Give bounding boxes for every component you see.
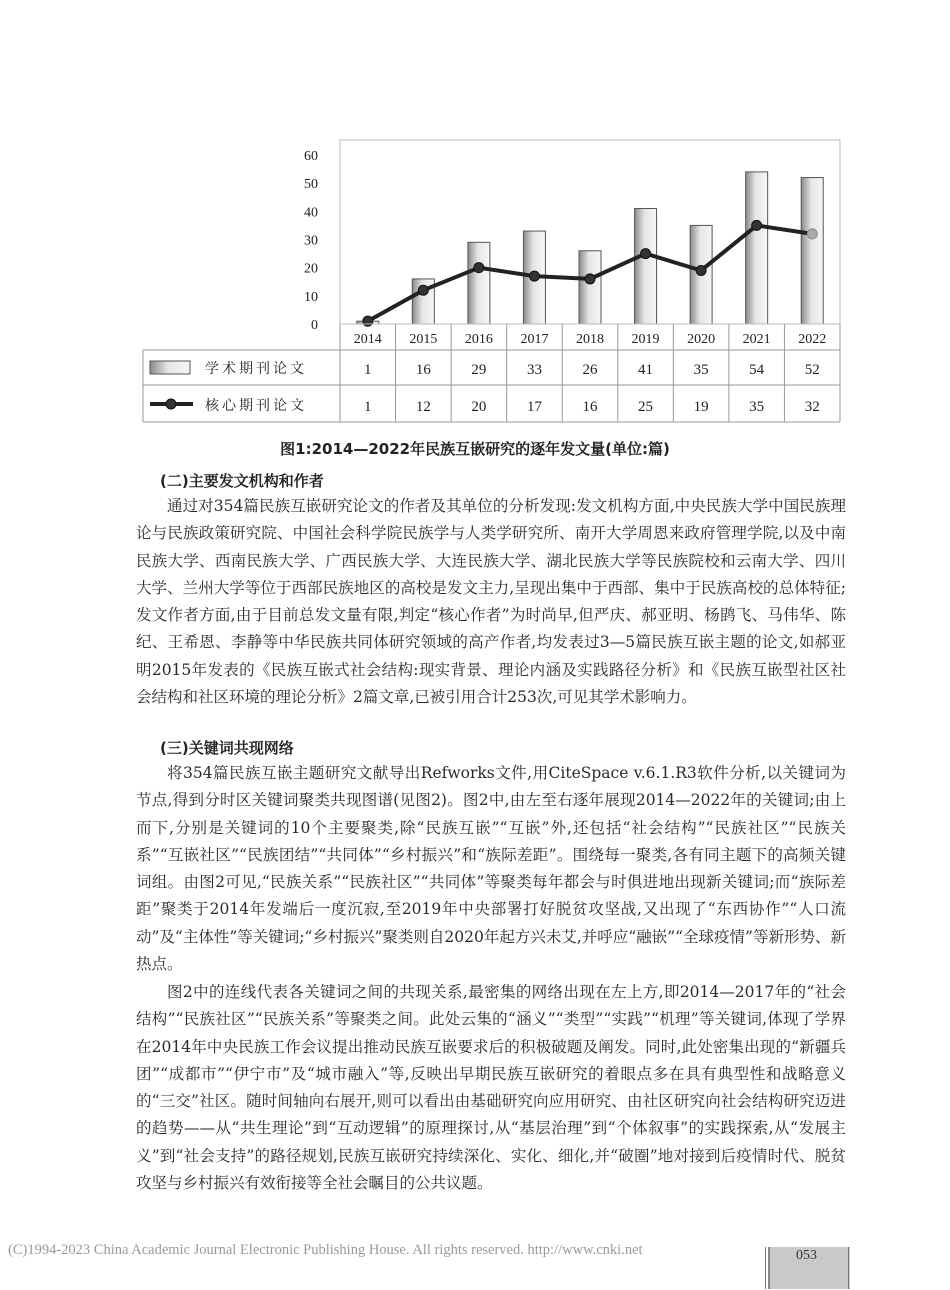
section-heading-keywords: (三)关键词共现网络 <box>160 739 294 757</box>
y-axis-ticks <box>304 149 318 333</box>
y-tick-label: 10 <box>304 289 318 305</box>
data-label: 25 <box>638 399 654 415</box>
divider <box>848 1247 849 1289</box>
data-label: 16 <box>415 362 431 378</box>
data-label: 35 <box>693 362 709 378</box>
bar <box>635 209 657 324</box>
line-point <box>696 265 706 275</box>
x-tick-label: 2021 <box>742 332 771 347</box>
data-label: 33 <box>526 362 542 378</box>
y-tick-label: 50 <box>304 177 318 193</box>
x-tick-label: 2015 <box>409 332 438 347</box>
figure-caption: 图1:2014—2022年民族互嵌研究的逐年发文量(单位:篇) <box>280 440 670 458</box>
section-heading-institutions: (二)主要发文机构和作者 <box>160 472 324 490</box>
data-label: 1 <box>364 362 372 378</box>
divider <box>765 1247 766 1289</box>
data-label: 20 <box>471 399 487 415</box>
data-table <box>143 324 840 422</box>
bar-series <box>357 172 823 324</box>
line-point <box>807 229 817 239</box>
line-point <box>752 220 762 230</box>
line-point <box>585 274 595 284</box>
data-label: 52 <box>804 362 820 378</box>
y-tick-label: 60 <box>304 149 318 164</box>
legend-label: 学术期刊论文 <box>205 361 307 377</box>
y-tick-label: 20 <box>304 261 318 277</box>
data-label: 26 <box>582 362 598 378</box>
data-label: 19 <box>693 399 709 415</box>
legend-label: 核心期刊论文 <box>205 398 307 414</box>
data-label: 29 <box>471 362 487 378</box>
x-tick-label: 2022 <box>798 332 827 347</box>
paragraph-keywords-2: 图2中的连线代表各关键词之间的共现关系,最密集的网络出现在左上方,即2014—2017年的“社会结构”“民族社区”“民族关系”等聚类之间。此处云集的“涵义”“类型”“实践”“机理”等关键词,体现了学界在2014年中央民族工作会议提出推动民族互嵌要求后的积极破题及阐发。同时,此处密集出现的“新疆兵团”“成都市”“伊宁市”及“城市融入”等,反映出早期民族互嵌研究的着眼点多在具有典型性和战略意义的“三交”社区。随时间轴向右展开,则可以看出由基础研究向应用研究、由社区研究向社会结构研究迈进的趋势——从“共生理论”到“互动逻辑”的原理探讨,从“基层治理”到“个体叙事”的实践探索,从“发展主义”到“社会支持”的路径规划,民族互嵌研究持续深化、实化、细化,并“破圈”地对接到后疫情时代、脱贫攻坚与乡村振兴有效衔接等全社会瞩目的公共议题。 <box>136 983 846 1193</box>
bar <box>579 251 601 324</box>
bar <box>801 178 823 324</box>
annual-publications-chart <box>0 0 950 470</box>
line-point <box>363 316 373 326</box>
bar <box>746 172 768 324</box>
x-tick-label: 2018 <box>576 332 604 347</box>
line-point <box>474 263 484 273</box>
data-label: 17 <box>526 399 542 415</box>
y-tick-label: 30 <box>304 233 318 249</box>
data-label: 54 <box>749 362 765 378</box>
data-label: 12 <box>415 399 431 415</box>
x-tick-label: 2017 <box>520 332 549 347</box>
paragraph-institutions: 通过对354篇民族互嵌研究论文的作者及其单位的分析发现:发文机构方面,中央民族大学中国民族理论与民族政策研究院、中国社会科学院民族学与人类学研究所、南开大学周恩来政府管理学院,以及中南民族大学、西南民族大学、广西民族大学、大连民族大学、湖北民族大学等民族院校和云南大学、四川大学、兰州大学等位于西部民族地区的高校是发文主力,呈现出集中于西部、集中于民族高校的总体特征;发文作者方面,由于目前总发文量有限,判定“核心作者”为时尚早,但严庆、郝亚明、杨鹍飞、马伟华、陈纪、王希恩、李静等中华民族共同体研究领域的高产作者,均发表过3—5篇民族互嵌主题的论文,如郝亚明2015年发表的《民族互嵌式社会结构:现实背景、理论内涵及实践路径分析》和《民族互嵌型社区社会结构和社区环境的理论分析》2篇文章,已被引用合计253次,可见其学术影响力。 <box>136 497 846 707</box>
data-label: 1 <box>364 399 372 415</box>
x-tick-label: 2020 <box>687 332 716 347</box>
line-point <box>418 285 428 295</box>
x-tick-label: 2014 <box>353 332 382 347</box>
page-number: 053 <box>796 1248 817 1263</box>
data-label: 41 <box>638 362 654 378</box>
data-label: 16 <box>582 399 598 415</box>
x-tick-label: 2019 <box>631 332 660 347</box>
paragraph-keywords-1: 将354篇民族互嵌主题研究文献导出Refworks文件,用CiteSpace v.6.1.R3软件分析,以关键词为节点,得到分时区关键词聚类共现图谱(见图2)。图2中,由左至右逐年展现2014—2022年的关键词;由上而下,分别是关键词的10个主要聚类,除“民族互嵌”“互嵌”外,还包括“社会结构”“民族社区”“民族关系”“互嵌社区”“民族团结”“共同体”“乡村振兴”和“族际差距”。围绕每一聚类,各有同主题下的高频关键词组。由图2可见,“民族关系”“民族社区”“共同体”等聚类每年都会与时俱进地出现新关键词;而“族际差距”聚类于2014年发端后一度沉寂,至2019年中央部署打好脱贫攻坚战,又出现了“东西协作”“人口流动”及“主体性”等关键词;“乡村振兴”聚类则自2020年起方兴未艾,并呼应“融嵌”“全球疫情”等新形势、新热点。 <box>136 764 846 974</box>
data-label: 35 <box>749 399 765 415</box>
y-tick-label: 40 <box>304 205 318 221</box>
line-point <box>529 271 539 281</box>
line-point <box>641 249 651 259</box>
bar <box>468 242 490 324</box>
y-tick-label: 0 <box>311 318 318 333</box>
legend-swatch-bar <box>150 361 190 374</box>
data-label: 32 <box>804 399 820 415</box>
x-tick-label: 2016 <box>464 332 493 347</box>
copyright-footer: (C)1994-2023 China Academic Journal Electronic Publishing House. All rights reserved. http://www.cnki.net <box>8 1242 643 1258</box>
legend-swatch-point <box>166 399 176 409</box>
page-number-box <box>768 1247 850 1289</box>
